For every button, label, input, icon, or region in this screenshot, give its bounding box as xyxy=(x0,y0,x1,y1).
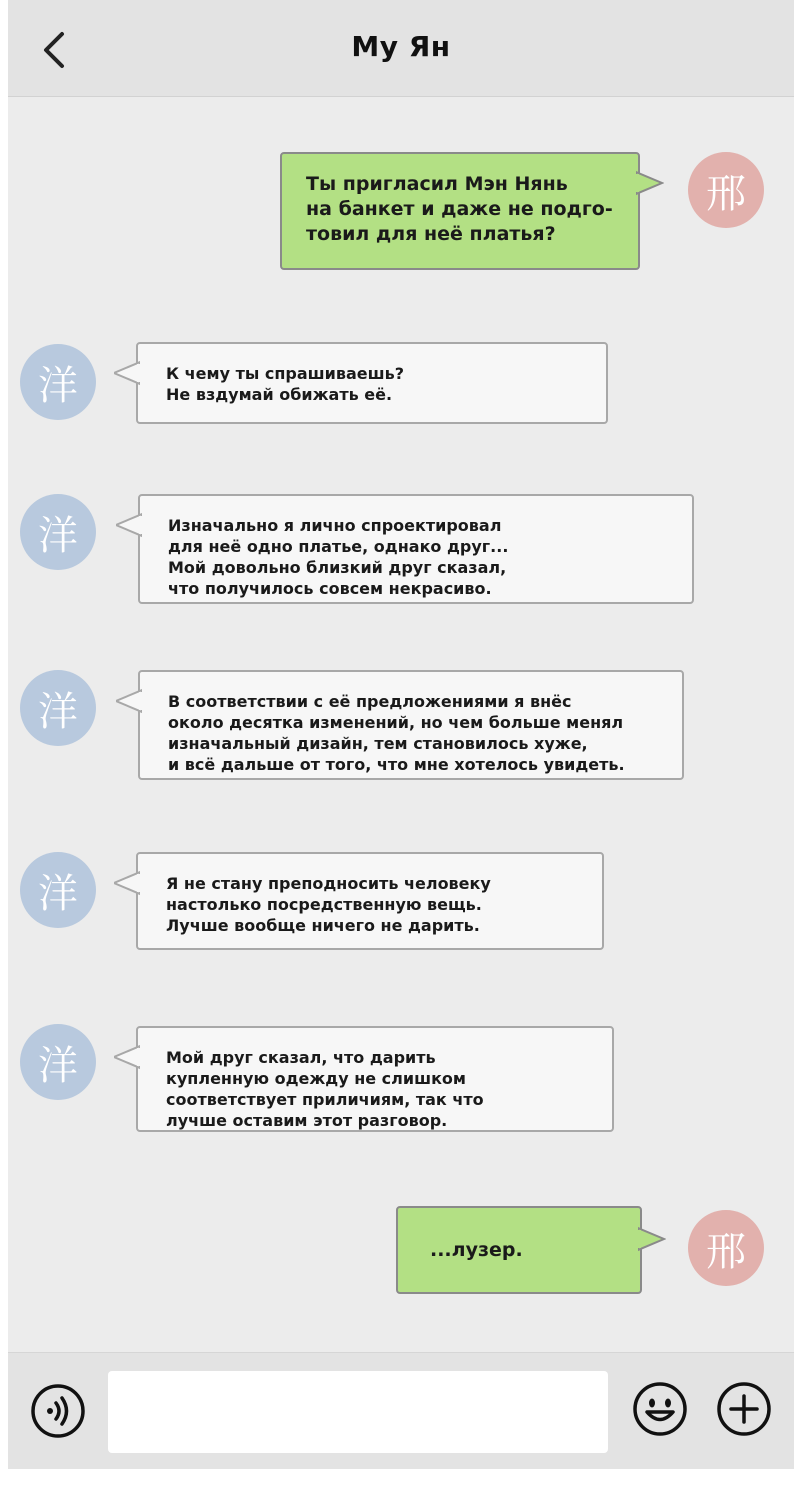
avatar-contact[interactable]: 洋 xyxy=(20,670,96,746)
message-line: ...лузер. xyxy=(430,1239,523,1261)
chat-screen xyxy=(8,0,794,1468)
avatar-contact[interactable]: 洋 xyxy=(20,852,96,928)
message-line: Изначально я лично спроектировал xyxy=(168,516,502,535)
avatar-me[interactable]: 邢 xyxy=(688,1210,764,1286)
message-line: и всё дальше от того, что мне хотелось увидеть. xyxy=(168,755,625,774)
message-line: К чему ты спрашиваешь? xyxy=(166,364,405,383)
emoji-smile-icon xyxy=(632,1381,688,1437)
message-line: Мой друг сказал, что дарить xyxy=(166,1048,436,1067)
message-line: Я не стану преподносить человеку xyxy=(166,874,491,893)
plus-circle-icon xyxy=(716,1381,772,1437)
voice-button[interactable] xyxy=(30,1383,86,1439)
message-line: изначальный дизайн, тем становилось хуже, xyxy=(168,734,588,753)
message-line: товил для неё платья? xyxy=(306,223,556,245)
message-line: для неё одно платье, однако друг... xyxy=(168,537,509,556)
message-bubble-incoming[interactable] xyxy=(136,342,608,424)
avatar-contact[interactable]: 洋 xyxy=(20,344,96,420)
message-bubble-incoming[interactable] xyxy=(138,494,694,604)
message-bubble-incoming[interactable] xyxy=(138,670,684,780)
avatar-contact[interactable]: 洋 xyxy=(20,494,96,570)
message-line: соответствует приличиям, так что xyxy=(166,1090,484,1109)
bubble-tail xyxy=(638,1226,666,1252)
add-button[interactable] xyxy=(716,1381,772,1437)
message-line: Не вздумай обижать её. xyxy=(166,385,393,404)
message-input[interactable] xyxy=(108,1371,608,1453)
emoji-button[interactable] xyxy=(632,1381,688,1437)
message-line: на банкет и даже не подго- xyxy=(306,198,613,220)
bubble-tail xyxy=(636,170,664,196)
message-bubble-outgoing[interactable] xyxy=(396,1206,642,1294)
message-line: около десятка изменений, но чем больше менял xyxy=(168,713,624,732)
avatar-me[interactable]: 邢 xyxy=(688,152,764,228)
avatar-contact[interactable]: 洋 xyxy=(20,1024,96,1100)
message-line: настолько посредственную вещь. xyxy=(166,895,482,914)
message-line: Мой довольно близкий друг сказал, xyxy=(168,558,507,577)
message-line: купленную одежду не слишком xyxy=(166,1069,466,1088)
chat-header xyxy=(8,0,794,97)
message-bubble-incoming[interactable] xyxy=(136,852,604,950)
message-line: В соответствии с её предложениями я внёс xyxy=(168,692,572,711)
message-bubble-incoming[interactable] xyxy=(136,1026,614,1132)
message-line: Лучше вообще ничего не дарить. xyxy=(166,916,480,935)
chat-title: Му Ян xyxy=(351,30,451,63)
voice-icon xyxy=(30,1383,86,1439)
message-line: Ты пригласил Мэн Нянь xyxy=(306,173,568,195)
message-line: что получилось совсем некрасиво. xyxy=(168,579,492,598)
message-bubble-outgoing[interactable] xyxy=(280,152,640,270)
input-bar xyxy=(8,1352,794,1469)
message-line: лучше оставим этот разговор. xyxy=(166,1111,448,1130)
